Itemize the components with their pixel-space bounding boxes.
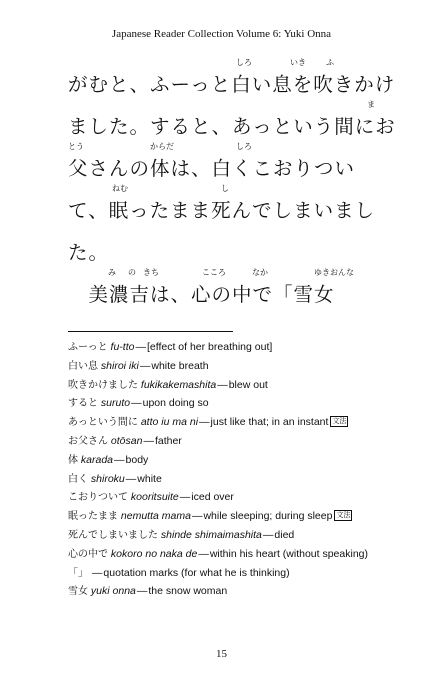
furigana: しろ: [236, 142, 252, 151]
grammar-link-icon[interactable]: 文法: [332, 417, 347, 426]
vocab-japanese: 白い息: [68, 360, 98, 372]
furigana: からだ: [150, 142, 174, 151]
dash-separator: —: [191, 510, 203, 523]
vocab-japanese: 「」: [68, 567, 88, 579]
story-line-text: 美濃吉は、心の中で「雪女: [68, 283, 335, 306]
story-text: [68, 58, 408, 310]
vocab-japanese: こおりついて: [68, 492, 128, 504]
vocab-romaji: kooritsuite: [130, 491, 179, 504]
vocab-romaji: shiroku: [90, 472, 125, 485]
vocab-gloss: upon doing so: [142, 397, 209, 410]
vocab-gloss: within his heart (without speaking): [209, 547, 368, 560]
vocab-romaji: shiroi iki: [100, 359, 139, 372]
furigana: ま: [367, 100, 375, 109]
vocab-gloss: the snow woman: [148, 585, 228, 598]
vocab-note: [68, 564, 408, 583]
vocab-japanese: 吹きかけました: [68, 379, 138, 391]
vocab-gloss: blew out: [228, 378, 268, 391]
furigana: きち: [143, 268, 159, 277]
vocab-gloss: father: [154, 434, 182, 447]
story-line-text: ました。すると、あっという間にお: [68, 115, 396, 138]
furigana: ゆきおんな: [314, 268, 354, 277]
vocabulary-notes: [68, 338, 408, 601]
vocab-japanese: 眠ったまま: [68, 511, 118, 523]
story-line: [68, 100, 408, 142]
furigana: み: [108, 268, 116, 277]
vocab-japanese: 白く: [68, 473, 88, 485]
vocab-gloss: died: [274, 528, 295, 541]
vocab-note: [68, 394, 408, 413]
dash-separator: —: [139, 359, 151, 372]
story-line: [68, 226, 408, 268]
dash-separator: —: [199, 416, 210, 429]
vocab-gloss: iced over: [191, 491, 234, 504]
story-line-text: 父さんの体は、白くこおりつい: [68, 157, 356, 180]
vocab-japanese: あっという間に: [68, 417, 138, 429]
grammar-link-icon[interactable]: 文法: [336, 511, 351, 520]
vocab-note: [68, 545, 408, 564]
running-header: Japanese Reader Collection Volume 6: Yuki Onna: [111, 28, 332, 40]
vocab-romaji: kokoro no naka de: [110, 547, 198, 560]
vocab-gloss: just like that; in an instant: [210, 416, 329, 429]
dash-separator: —: [135, 341, 146, 353]
dash-separator: —: [91, 566, 103, 579]
dash-separator: —: [136, 585, 148, 598]
vocab-note: [68, 451, 408, 470]
vocab-japanese: すると: [68, 398, 98, 410]
furigana: し: [221, 184, 229, 193]
page-number: 15: [216, 648, 227, 660]
story-line: [68, 184, 408, 226]
vocab-romaji: shinde shimaimashita: [160, 528, 262, 541]
story-line: [68, 268, 408, 310]
furigana: とう: [68, 142, 84, 151]
furigana: なか: [252, 268, 268, 277]
dash-separator: —: [198, 547, 209, 560]
vocab-japanese: 心の中で: [68, 548, 108, 560]
footnote-rule: [68, 331, 233, 332]
dash-separator: —: [114, 453, 125, 466]
dash-separator: —: [262, 528, 274, 541]
vocab-note: [68, 432, 408, 451]
vocab-note: [68, 470, 408, 489]
vocab-japanese: 体: [68, 454, 78, 466]
vocab-romaji: karada: [80, 453, 114, 466]
vocab-romaji: atto iu ma ni: [140, 416, 199, 429]
vocab-romaji: yuki onna: [90, 585, 136, 598]
furigana: しろ: [236, 58, 252, 67]
vocab-note: [68, 357, 408, 376]
furigana: の: [128, 268, 136, 277]
furigana: いき: [290, 58, 306, 67]
story-line-text: て、眠ったまま死んでしまいまし: [68, 199, 376, 222]
vocab-gloss: quotation marks (for what he is thinking): [103, 566, 290, 579]
dash-separator: —: [217, 378, 228, 391]
story-line: [68, 58, 408, 100]
vocab-romaji: fu-tto: [110, 341, 135, 353]
vocab-romaji: fukikakemashita: [140, 378, 217, 391]
dash-separator: —: [179, 491, 191, 504]
furigana: ねむ: [112, 184, 128, 193]
vocab-gloss: white breath: [151, 359, 209, 372]
vocab-japanese: 死んでしまいました: [68, 529, 158, 541]
dash-separator: —: [125, 472, 137, 485]
vocab-note: [68, 338, 408, 357]
vocab-note: [68, 376, 408, 395]
vocab-japanese: お父さん: [68, 435, 108, 447]
dash-separator: —: [143, 434, 154, 447]
vocab-note: [68, 413, 408, 432]
story-line: [68, 142, 408, 184]
vocab-note: [68, 582, 408, 601]
vocab-gloss: [effect of her breathing out]: [146, 341, 273, 353]
vocab-japanese: ふーっと: [68, 342, 108, 353]
vocab-note: [68, 507, 408, 526]
story-line-text: がむと、ふーっと白い息を吹きかけ: [68, 73, 396, 96]
vocab-japanese: 雪女: [68, 586, 88, 598]
vocab-note: [68, 488, 408, 507]
vocab-romaji: nemutta mama: [120, 510, 191, 523]
story-line-text: た。: [68, 241, 110, 264]
vocab-gloss: white: [137, 472, 162, 485]
dash-separator: —: [131, 397, 142, 410]
vocab-gloss: while sleeping; during sleep: [203, 510, 333, 523]
vocab-romaji: suruto: [100, 397, 131, 410]
vocab-note: [68, 526, 408, 545]
furigana: こころ: [202, 268, 226, 277]
furigana: ふ: [326, 58, 334, 67]
vocab-gloss: body: [125, 453, 149, 466]
vocab-romaji: otōsan: [110, 434, 143, 447]
